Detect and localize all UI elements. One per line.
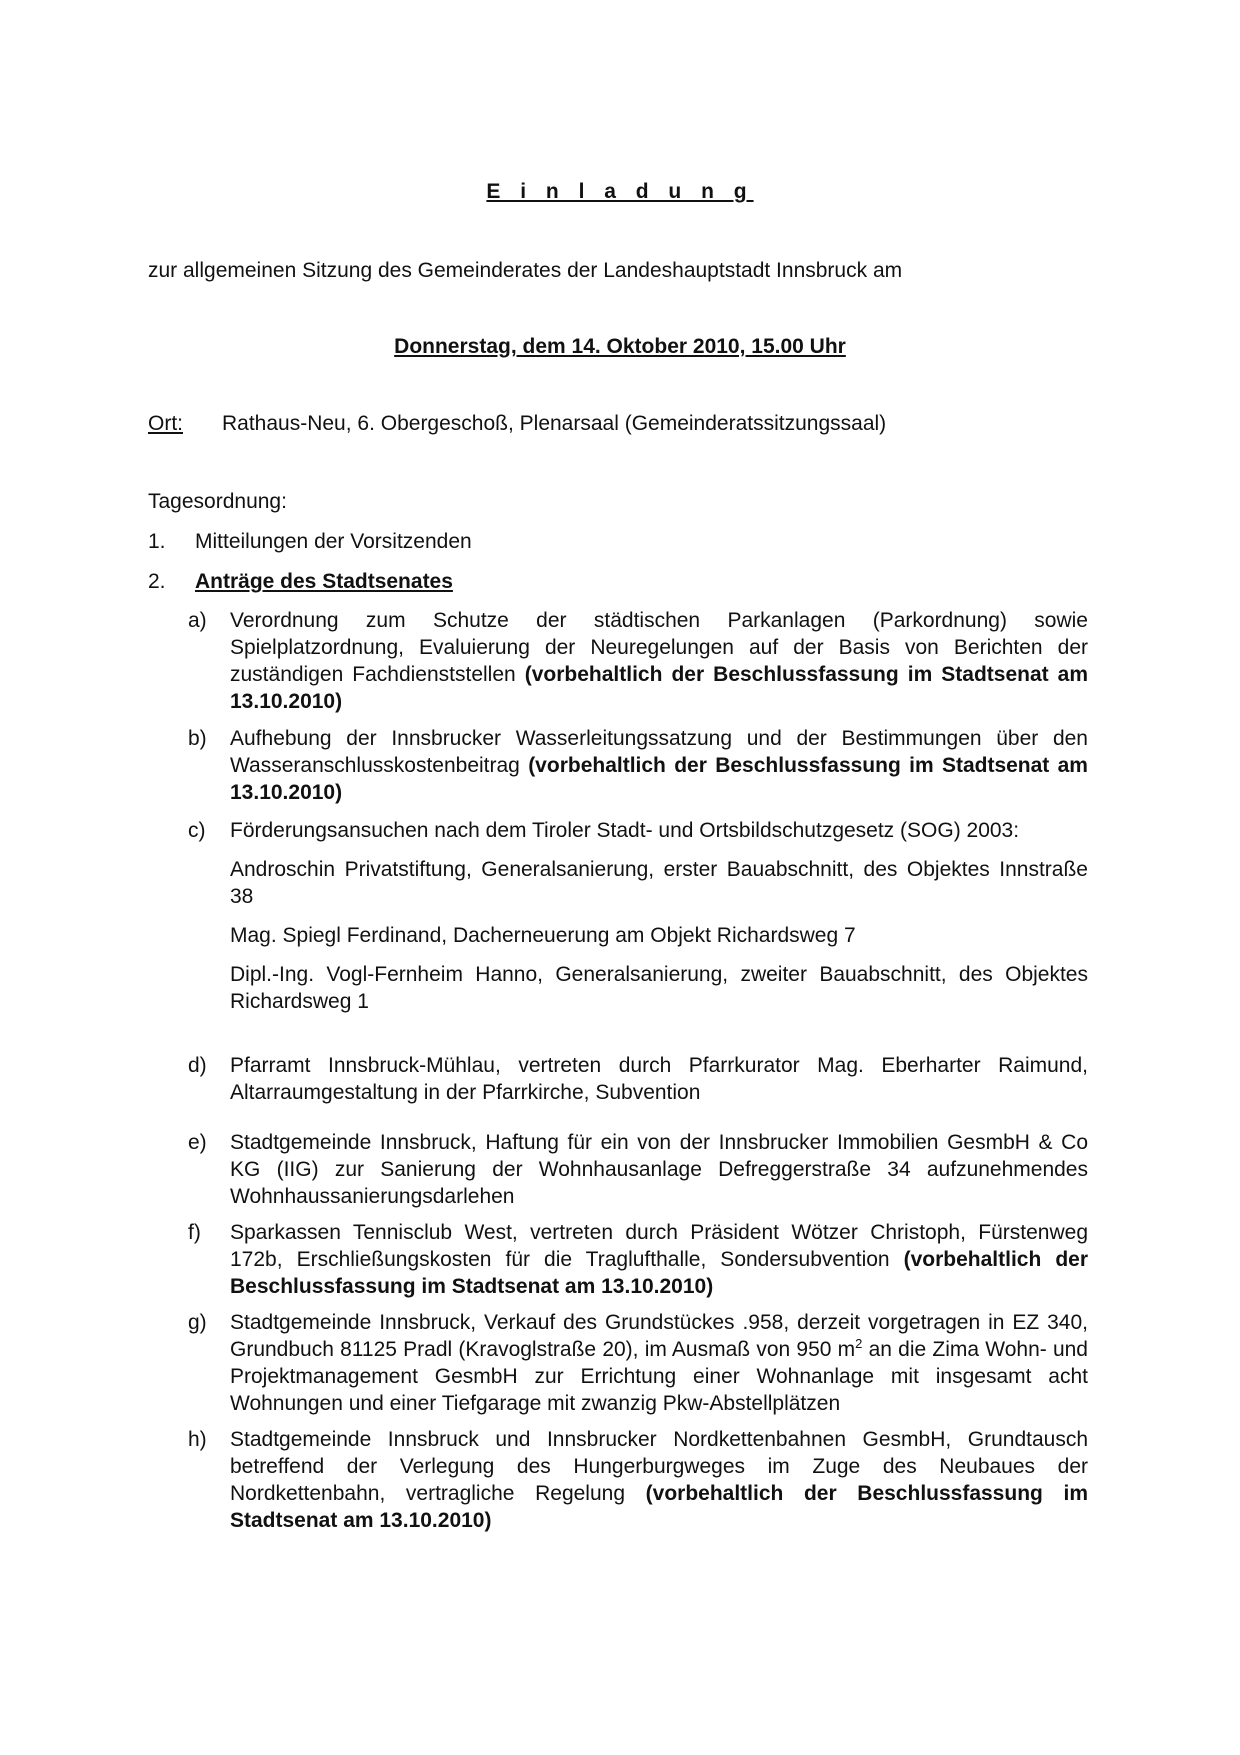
agenda-item-number: 1. [148,530,166,553]
subitem-label: c) [188,819,206,842]
agenda-item [148,568,453,595]
subitem-condition: (vorbehaltlich der Beschlussfassung im Stadtsenat am 13.10.2010) [230,754,1088,804]
document-title: E i n l a d u n g [486,180,754,203]
subitem-f [188,1219,1088,1300]
subitem-entry: Dipl.-Ing. Vogl-Fernheim Hanno, Generalsanierung, zweiter Bauabschnitt, des Objektes Richardsweg 1 [230,963,1088,1013]
subitem-a [188,607,1088,715]
subitem-text-continued: an die Zima Wohn- und Projektmanagement GesmbH zur Errichtung einer Wohnanlage mit insgesamt acht Wohnungen und einer Tiefgarage mit zwanzig Pkw-Abstellplätzen [230,1338,1088,1415]
superscript: 2 [855,1336,863,1351]
subitem-e [188,1129,1088,1210]
subitem-label: d) [188,1054,207,1077]
agenda-item [148,528,472,555]
subitem-b [188,725,1088,806]
subitem-label: f) [188,1221,201,1244]
subitem-entry: Androschin Privatstiftung, Generalsanierung, erster Bauabschnitt, des Objektes Innstraße 38 [230,858,1088,908]
agenda-item-number: 2. [148,570,166,593]
subitem-text: Förderungsansuchen nach dem Tiroler Stadt- und Ortsbildschutzgesetz (SOG) 2003: [230,819,1020,842]
subitem-h [188,1426,1088,1534]
location-line [148,410,886,437]
subitem-text: Stadtgemeinde Innsbruck, Verkauf des Grundstückes .958, derzeit vorgetragen in EZ 340, Grundbuch 81125 Pradl (Kravoglstraße 20), im Ausmaß von 950 m [230,1311,1088,1361]
subitem-g [188,1309,1088,1417]
subitem-label: g) [188,1311,207,1334]
subitem-text: Pfarramt Innsbruck-Mühlau, vertreten durch Pfarrkurator Mag. Eberharter Raimund, Altarraumgestaltung in der Pfarrkirche, Subvention [230,1054,1088,1104]
subitem-label: b) [188,727,207,750]
location-value: Rathaus-Neu, 6. Obergeschoß, Plenarsaal (Gemeinderatssitzungssaal) [222,412,887,435]
subitem-label: h) [188,1428,207,1451]
subitem-text: Verordnung zum Schutze der städtischen Parkanlagen (Parkordnung) sowie Spielplatzordnung, Evaluierung der Neuregelungen auf der Basis von Berichten der zuständigen Fachdienststellen [230,609,1088,686]
subitem-text: Aufhebung der Innsbrucker Wasserleitungssatzung und der Bestimmungen über den Wasseranschlusskostenbeitrag [230,727,1088,777]
subitem-label: e) [188,1131,207,1154]
agenda-item-text: Mitteilungen der Vorsitzenden [195,530,472,553]
meeting-date: Donnerstag, dem 14. Oktober 2010, 15.00 Uhr [394,335,846,358]
subitem-text: Sparkassen Tennisclub West, vertreten durch Präsident Wötzer Christoph, Fürstenweg 172b, Erschließungskosten für die Traglufthalle, Sondersubvention [230,1221,1088,1271]
location-label: Ort: [148,412,183,435]
intro-text: zur allgemeinen Sitzung des Gemeinderates der Landeshauptstadt Innsbruck am [148,259,903,282]
subitem-condition: (vorbehaltlich der Beschlussfassung im Stadtsenat am 13.10.2010) [230,1482,1088,1532]
subitem-entry: Mag. Spiegl Ferdinand, Dacherneuerung am Objekt Richardsweg 7 [230,924,856,947]
agenda-item-text: Anträge des Stadtsenates [195,570,453,593]
subitem-label: a) [188,609,207,632]
subitem-text: Stadtgemeinde Innsbruck und Innsbrucker Nordkettenbahnen GesmbH, Grundtausch betreffend der Verlegung des Hungerburgweges im Zuge des Neubaues der Nordkettenbahn, vertragliche Regelung [230,1428,1088,1505]
subitem-d [188,1052,1088,1106]
agenda-heading: Tagesordnung: [148,490,287,513]
subitem-text: Stadtgemeinde Innsbruck, Haftung für ein von der Innsbrucker Immobilien GesmbH & Co KG (IIG) zur Sanierung der Wohnhausanlage Defreggerstraße 34 aufzunehmendes Wohnhaussanierungsdarlehen [230,1131,1088,1208]
subitem-condition: (vorbehaltlich der Beschlussfassung im Stadtsenat am 13.10.2010) [230,1248,1089,1298]
subitem-condition: (vorbehaltlich der Beschlussfassung im Stadtsenat am 13.10.2010) [230,663,1088,713]
subitem-c [188,817,1088,1015]
